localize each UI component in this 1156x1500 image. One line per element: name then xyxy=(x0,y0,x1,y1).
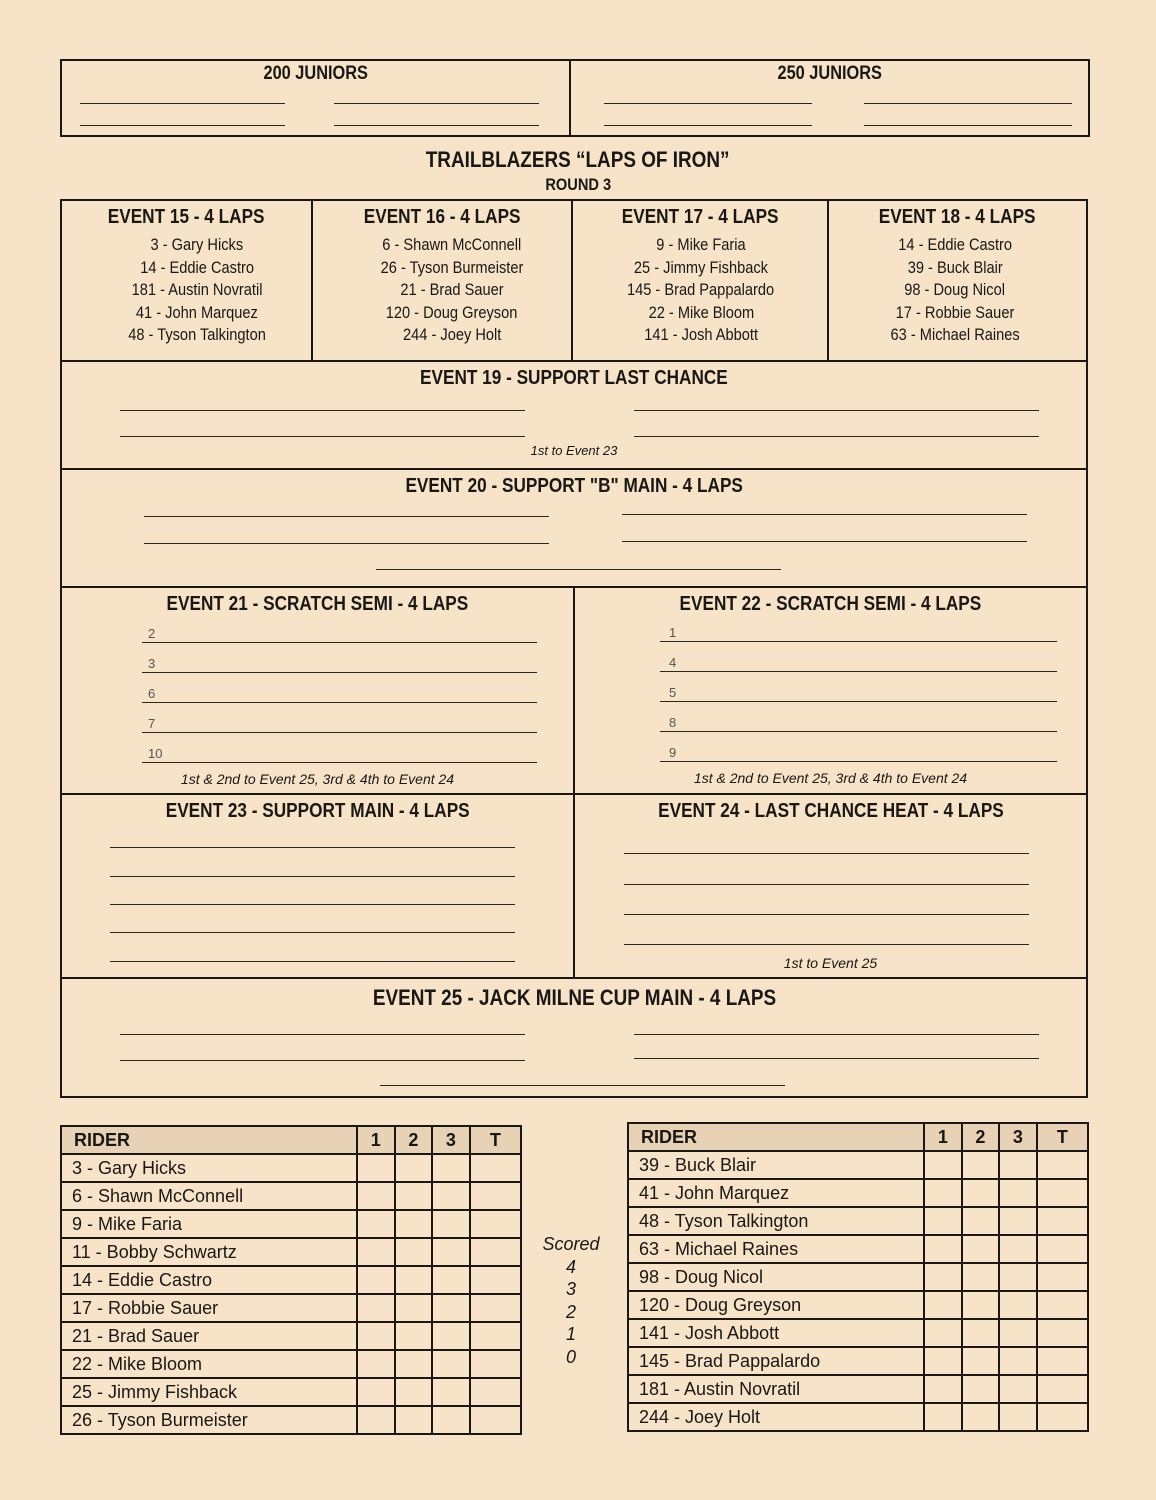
scored-legend xyxy=(530,1233,612,1368)
rider-name: 9 - Mike Faria xyxy=(61,1210,357,1238)
score-cell[interactable] xyxy=(999,1235,1037,1263)
rider-entry: 98 - Doug Nicol xyxy=(904,280,1006,299)
table-row xyxy=(61,1154,521,1182)
write-line[interactable] xyxy=(110,847,515,848)
score-cell[interactable] xyxy=(395,1322,433,1350)
page-title: TRAILBLAZERS “LAPS OF IRON” xyxy=(426,147,730,172)
write-line[interactable] xyxy=(660,761,1057,762)
score-cell[interactable] xyxy=(924,1179,962,1207)
score-cell[interactable] xyxy=(395,1378,433,1406)
score-cell[interactable] xyxy=(357,1378,395,1406)
score-cell[interactable] xyxy=(395,1266,433,1294)
total-cell[interactable] xyxy=(1037,1235,1088,1263)
write-line[interactable] xyxy=(110,961,515,962)
score-cell[interactable] xyxy=(962,1151,1000,1179)
write-line[interactable] xyxy=(376,569,781,570)
score-cell[interactable] xyxy=(999,1263,1037,1291)
event-18-riders xyxy=(865,234,1045,347)
total-cell[interactable] xyxy=(1037,1263,1088,1291)
rider-entry: 21 - Brad Sauer xyxy=(400,280,504,299)
event-15-riders xyxy=(102,234,292,347)
rider-entry: 26 - Tyson Burmeister xyxy=(380,257,524,277)
table-row xyxy=(61,1266,521,1294)
total-cell[interactable] xyxy=(1037,1291,1088,1319)
rider-header: RIDER xyxy=(628,1123,924,1151)
heat-3-header: 3 xyxy=(999,1123,1037,1151)
total-cell[interactable] xyxy=(1037,1403,1088,1431)
table-row xyxy=(628,1179,1088,1207)
scored-point: 2 xyxy=(565,1301,576,1322)
score-cell[interactable] xyxy=(924,1375,962,1403)
score-cell[interactable] xyxy=(924,1263,962,1291)
score-cell[interactable] xyxy=(924,1291,962,1319)
total-cell[interactable] xyxy=(1037,1375,1088,1403)
juniors-box xyxy=(60,59,1090,137)
score-cell[interactable] xyxy=(432,1238,470,1266)
score-cell[interactable] xyxy=(962,1375,1000,1403)
juniors-200-title: 200 JUNIORS xyxy=(263,63,368,84)
write-line[interactable] xyxy=(142,762,537,763)
table-row xyxy=(628,1235,1088,1263)
rider-name: 25 - Jimmy Fishback xyxy=(61,1378,357,1406)
rider-name: 21 - Brad Sauer xyxy=(61,1322,357,1350)
event-25-title: EVENT 25 - JACK MILNE CUP MAIN - 4 LAPS xyxy=(372,985,776,1010)
slot-number: 4 xyxy=(669,655,677,670)
score-cell[interactable] xyxy=(395,1350,433,1378)
total-cell[interactable] xyxy=(470,1350,521,1378)
write-line[interactable] xyxy=(110,904,515,905)
table-row xyxy=(61,1182,521,1210)
slot-number: 5 xyxy=(669,685,677,700)
event-20-box xyxy=(60,468,1088,588)
event-22-note: 1st & 2nd to Event 25, 3rd & 4th to Event 24 xyxy=(693,770,968,786)
write-line[interactable] xyxy=(624,944,1029,945)
score-cell[interactable] xyxy=(962,1319,1000,1347)
event-18-title: EVENT 18 - 4 LAPS xyxy=(879,206,1036,228)
score-cell[interactable] xyxy=(395,1182,433,1210)
table-row xyxy=(628,1263,1088,1291)
write-line[interactable] xyxy=(120,1034,525,1035)
score-cell[interactable] xyxy=(432,1322,470,1350)
score-cell[interactable] xyxy=(432,1350,470,1378)
total-cell[interactable] xyxy=(470,1406,521,1434)
rider-entry: 6 - Shawn McConnell xyxy=(382,235,522,254)
event-17-title: EVENT 17 - 4 LAPS xyxy=(621,206,779,228)
score-cell[interactable] xyxy=(432,1378,470,1406)
table-header-row xyxy=(61,1126,521,1154)
semis-box xyxy=(60,586,1088,795)
rider-entry: 63 - Michael Raines xyxy=(890,325,1020,344)
round-label: ROUND 3 xyxy=(545,175,611,194)
slot-number: 6 xyxy=(148,686,156,701)
score-cell[interactable] xyxy=(432,1266,470,1294)
heat-1-header: 1 xyxy=(924,1123,962,1151)
table-row xyxy=(628,1319,1088,1347)
table-header-row xyxy=(628,1123,1088,1151)
event-16-title: EVENT 16 - 4 LAPS xyxy=(363,206,521,228)
rider-entry: 48 - Tyson Talkington xyxy=(128,325,266,344)
score-cell[interactable] xyxy=(357,1266,395,1294)
write-line[interactable] xyxy=(120,410,525,411)
write-line[interactable] xyxy=(142,642,537,643)
score-cell[interactable] xyxy=(395,1210,433,1238)
rider-name: 98 - Doug Nicol xyxy=(628,1263,924,1291)
rider-name: 244 - Joey Holt xyxy=(628,1403,924,1431)
heat-3-header: 3 xyxy=(432,1126,470,1154)
score-cell[interactable] xyxy=(432,1182,470,1210)
rider-entry: 145 - Brad Pappalardo xyxy=(627,280,775,299)
slot-number: 1 xyxy=(669,625,677,640)
scored-point: 0 xyxy=(565,1346,576,1367)
table-row xyxy=(628,1403,1088,1431)
score-cell[interactable] xyxy=(357,1294,395,1322)
total-cell[interactable] xyxy=(1037,1319,1088,1347)
score-cell[interactable] xyxy=(962,1403,1000,1431)
score-cell[interactable] xyxy=(924,1235,962,1263)
juniors-250-title: 250 JUNIORS xyxy=(777,63,882,84)
table-row xyxy=(61,1238,521,1266)
write-line[interactable] xyxy=(634,436,1039,437)
write-line[interactable] xyxy=(634,410,1039,411)
score-cell[interactable] xyxy=(357,1350,395,1378)
score-cell[interactable] xyxy=(395,1154,433,1182)
rider-entry: 22 - Mike Bloom xyxy=(648,302,754,322)
score-cell[interactable] xyxy=(999,1207,1037,1235)
total-cell[interactable] xyxy=(1037,1151,1088,1179)
total-cell[interactable] xyxy=(470,1266,521,1294)
table-row xyxy=(61,1378,521,1406)
write-line[interactable] xyxy=(660,671,1057,672)
slot-number: 10 xyxy=(148,746,163,761)
event-20-title: EVENT 20 - SUPPORT "B" MAIN - 4 LAPS xyxy=(405,475,743,497)
score-cell[interactable] xyxy=(924,1319,962,1347)
score-cell[interactable] xyxy=(924,1403,962,1431)
slot-number: 3 xyxy=(148,656,156,671)
table-row xyxy=(628,1291,1088,1319)
total-header: T xyxy=(470,1126,521,1154)
rider-header: RIDER xyxy=(61,1126,357,1154)
score-cell[interactable] xyxy=(999,1403,1037,1431)
rider-entry: 39 - Buck Blair xyxy=(907,257,1003,277)
event-16-riders xyxy=(357,234,547,347)
event-19-box xyxy=(60,360,1088,470)
event-19-note: 1st to Event 23 xyxy=(530,443,618,458)
score-cell[interactable] xyxy=(924,1151,962,1179)
event-24-note: 1st to Event 25 xyxy=(783,955,878,971)
write-line[interactable] xyxy=(624,884,1029,885)
rider-name: 141 - Josh Abbott xyxy=(628,1319,924,1347)
score-cell[interactable] xyxy=(357,1238,395,1266)
write-line[interactable] xyxy=(622,541,1027,542)
score-cell[interactable] xyxy=(924,1207,962,1235)
table-row xyxy=(628,1151,1088,1179)
score-cell[interactable] xyxy=(999,1291,1037,1319)
event-22-title: EVENT 22 - SCRATCH SEMI - 4 LAPS xyxy=(679,593,982,615)
rider-entry: 9 - Mike Faria xyxy=(656,235,746,254)
total-cell[interactable] xyxy=(470,1154,521,1182)
total-cell[interactable] xyxy=(470,1210,521,1238)
rider-name: 3 - Gary Hicks xyxy=(61,1154,357,1182)
table-row xyxy=(61,1322,521,1350)
rider-entry: 25 - Jimmy Fishback xyxy=(633,257,769,277)
score-cell[interactable] xyxy=(924,1347,962,1375)
rider-name: 41 - John Marquez xyxy=(628,1179,924,1207)
event-25-box xyxy=(60,977,1088,1098)
table-row xyxy=(61,1210,521,1238)
table-row xyxy=(61,1350,521,1378)
write-line[interactable] xyxy=(142,702,537,703)
write-line[interactable] xyxy=(624,914,1029,915)
score-cell[interactable] xyxy=(357,1182,395,1210)
rider-name: 120 - Doug Greyson xyxy=(628,1291,924,1319)
heat-1-header: 1 xyxy=(357,1126,395,1154)
write-line[interactable] xyxy=(660,731,1057,732)
write-line[interactable] xyxy=(142,732,537,733)
event-23-title: EVENT 23 - SUPPORT MAIN - 4 LAPS xyxy=(165,800,470,822)
total-header: T xyxy=(1037,1123,1088,1151)
total-cell[interactable] xyxy=(1037,1179,1088,1207)
write-line[interactable] xyxy=(660,641,1057,642)
table-row xyxy=(61,1406,521,1434)
rider-name: 26 - Tyson Burmeister xyxy=(61,1406,357,1434)
slot-number: 8 xyxy=(669,715,677,730)
write-line[interactable] xyxy=(624,853,1029,854)
heat-2-header: 2 xyxy=(395,1126,433,1154)
heats-box xyxy=(60,199,1088,362)
score-cell[interactable] xyxy=(395,1294,433,1322)
write-line[interactable] xyxy=(334,103,539,104)
rider-entry: 41 - John Marquez xyxy=(136,302,258,322)
event-15-title: EVENT 15 - 4 LAPS xyxy=(108,206,265,228)
write-line[interactable] xyxy=(622,514,1027,515)
score-cell[interactable] xyxy=(357,1154,395,1182)
scored-point: 3 xyxy=(565,1279,576,1299)
score-table-left xyxy=(60,1125,522,1435)
mains-box xyxy=(60,793,1088,979)
write-line[interactable] xyxy=(334,125,539,126)
score-cell[interactable] xyxy=(999,1347,1037,1375)
slot-number: 2 xyxy=(148,626,156,641)
score-cell[interactable] xyxy=(999,1319,1037,1347)
rider-name: 14 - Eddie Castro xyxy=(61,1266,357,1294)
score-cell[interactable] xyxy=(999,1151,1037,1179)
score-cell[interactable] xyxy=(432,1154,470,1182)
write-line[interactable] xyxy=(80,103,285,104)
rider-name: 181 - Austin Novratil xyxy=(628,1375,924,1403)
write-line[interactable] xyxy=(110,932,515,933)
write-line[interactable] xyxy=(604,125,812,126)
rider-entry: 14 - Eddie Castro xyxy=(140,257,254,277)
write-line[interactable] xyxy=(120,1060,525,1061)
rider-entry: 3 - Gary Hicks xyxy=(150,235,244,254)
rider-name: 6 - Shawn McConnell xyxy=(61,1182,357,1210)
write-line[interactable] xyxy=(142,672,537,673)
write-line[interactable] xyxy=(120,436,525,437)
rider-name: 145 - Brad Pappalardo xyxy=(628,1347,924,1375)
score-cell[interactable] xyxy=(432,1406,470,1434)
score-cell[interactable] xyxy=(432,1210,470,1238)
write-line[interactable] xyxy=(660,701,1057,702)
write-line[interactable] xyxy=(604,103,812,104)
event-21-title: EVENT 21 - SCRATCH SEMI - 4 LAPS xyxy=(166,593,469,615)
rider-entry: 141 - Josh Abbott xyxy=(644,325,758,344)
slot-number: 7 xyxy=(148,716,156,731)
write-line[interactable] xyxy=(634,1058,1039,1059)
total-cell[interactable] xyxy=(1037,1207,1088,1235)
total-cell[interactable] xyxy=(470,1378,521,1406)
heat-2-header: 2 xyxy=(962,1123,1000,1151)
write-line[interactable] xyxy=(864,103,1072,104)
rider-name: 22 - Mike Bloom xyxy=(61,1350,357,1378)
event-17-riders xyxy=(606,234,796,347)
score-cell[interactable] xyxy=(962,1263,1000,1291)
table-row xyxy=(628,1207,1088,1235)
table-row xyxy=(628,1347,1088,1375)
score-cell[interactable] xyxy=(962,1179,1000,1207)
score-cell[interactable] xyxy=(962,1207,1000,1235)
write-line[interactable] xyxy=(864,125,1072,126)
score-cell[interactable] xyxy=(395,1238,433,1266)
write-line[interactable] xyxy=(80,125,285,126)
total-cell[interactable] xyxy=(470,1294,521,1322)
rider-entry: 17 - Robbie Sauer xyxy=(895,302,1015,322)
table-row xyxy=(628,1375,1088,1403)
event-24-title: EVENT 24 - LAST CHANCE HEAT - 4 LAPS xyxy=(657,800,1004,822)
rider-entry: 14 - Eddie Castro xyxy=(898,235,1012,254)
total-cell[interactable] xyxy=(470,1182,521,1210)
event-19-title: EVENT 19 - SUPPORT LAST CHANCE xyxy=(420,367,728,389)
rider-entry: 244 - Joey Holt xyxy=(402,325,502,344)
write-line[interactable] xyxy=(380,1085,785,1086)
rider-name: 11 - Bobby Schwartz xyxy=(61,1238,357,1266)
total-cell[interactable] xyxy=(470,1322,521,1350)
rider-name: 39 - Buck Blair xyxy=(628,1151,924,1179)
rider-name: 48 - Tyson Talkington xyxy=(628,1207,924,1235)
score-cell[interactable] xyxy=(962,1347,1000,1375)
rider-entry: 120 - Doug Greyson xyxy=(386,302,518,322)
rider-name: 17 - Robbie Sauer xyxy=(61,1294,357,1322)
score-cell[interactable] xyxy=(432,1294,470,1322)
score-cell[interactable] xyxy=(357,1406,395,1434)
score-cell[interactable] xyxy=(962,1291,1000,1319)
score-cell[interactable] xyxy=(357,1210,395,1238)
score-table-right xyxy=(627,1122,1089,1432)
score-cell[interactable] xyxy=(395,1406,433,1434)
event-21-note: 1st & 2nd to Event 25, 3rd & 4th to Event 24 xyxy=(180,771,455,787)
score-cell[interactable] xyxy=(999,1179,1037,1207)
table-row xyxy=(61,1294,521,1322)
score-cell[interactable] xyxy=(357,1322,395,1350)
slot-number: 9 xyxy=(669,745,677,760)
scored-point: 1 xyxy=(565,1324,576,1344)
rider-entry: 181 - Austin Novratil xyxy=(131,280,263,299)
total-cell[interactable] xyxy=(1037,1347,1088,1375)
rider-name: 63 - Michael Raines xyxy=(628,1235,924,1263)
write-line[interactable] xyxy=(144,516,549,517)
total-cell[interactable] xyxy=(470,1238,521,1266)
write-line[interactable] xyxy=(110,876,515,877)
score-cell[interactable] xyxy=(962,1235,1000,1263)
write-line[interactable] xyxy=(144,543,549,544)
scored-point: 4 xyxy=(565,1256,576,1277)
scored-label: Scored xyxy=(542,1234,600,1254)
write-line[interactable] xyxy=(634,1034,1039,1035)
score-cell[interactable] xyxy=(999,1375,1037,1403)
